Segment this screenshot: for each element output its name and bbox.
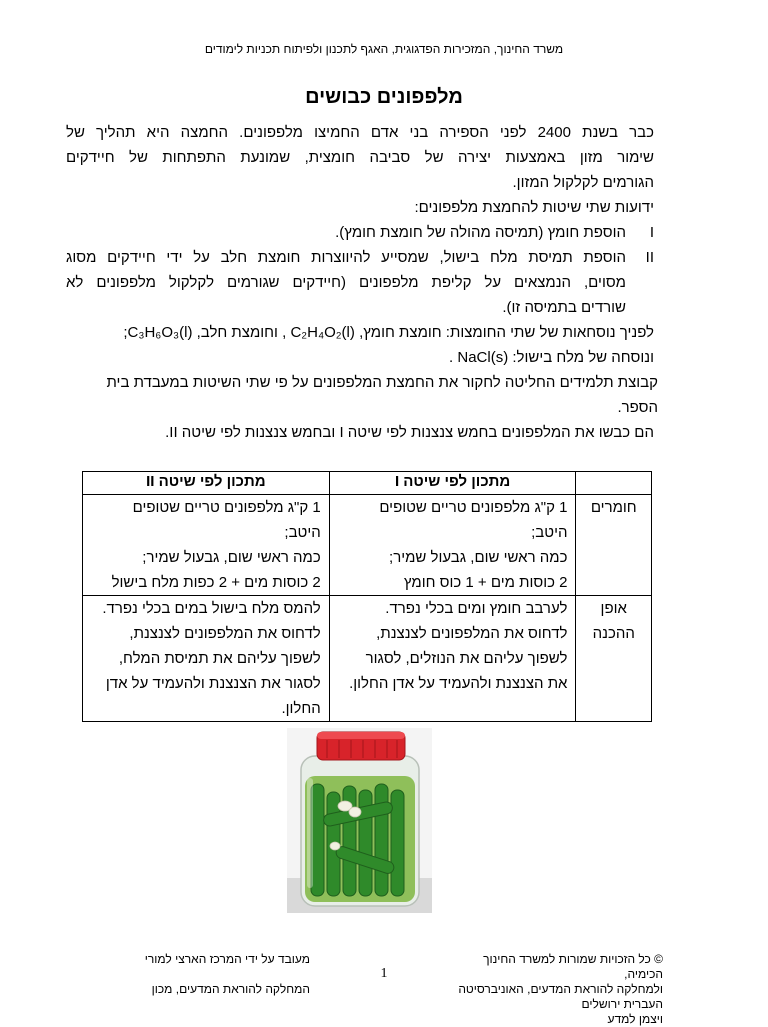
cell-line: לערבב חומץ ומים בכלי נפרד. xyxy=(385,600,568,617)
method-2-line-3: שורדים בתמיסה זו). xyxy=(502,299,626,316)
preparation-method-2 xyxy=(83,596,330,722)
page-header: משרד החינוך, המזכירות הפדגוגית, האגף לתכנון ולפיתוח תכניות לימודים xyxy=(204,42,564,56)
lactic-acid-formula: C₃H₆O₃(l) xyxy=(127,324,193,341)
intro-line-3: הגורמים לקלקול המזון. xyxy=(512,174,654,191)
method-2-line-1: הוספת תמיסת מלח בישול, שמסייע להיווצרות חומצת חלב על ידי חיידקים מסוג xyxy=(66,249,626,266)
cell-line: 2 כוסות מים + 2 כפות מלח בישול xyxy=(111,574,321,591)
table-header-method-1: מתכון לפי שיטה I xyxy=(329,472,576,495)
experiment-block xyxy=(46,370,658,420)
cell-line: החלון. xyxy=(281,700,321,717)
method-2-number: II xyxy=(645,249,654,266)
pickle-jar-image xyxy=(287,728,432,913)
page-title: מלפפונים כבושים xyxy=(305,86,463,108)
cell-line: להמס מלח בישול במים בכלי נפרד. xyxy=(102,600,321,617)
intro-line-1: כבר בשנת 2400 לפני הספירה בני אדם החמיצו מלפפונים. החמצה היא תהליך של xyxy=(66,124,654,141)
cell-line: לסגור את הצנצנת ולהעמיד על אדן xyxy=(105,675,321,692)
salt-formula: NaCl(s) xyxy=(457,349,509,366)
method-2-body xyxy=(66,245,626,320)
materials-method-2 xyxy=(83,495,330,596)
footer-copyright xyxy=(433,952,663,1027)
page-number: 1 xyxy=(380,966,388,981)
cell-line: לדחוס את המלפפונים לצנצנת, xyxy=(129,625,321,642)
method-1 xyxy=(66,220,654,245)
cell-line: לשפוך עליהם את הנוזלים, לסגור xyxy=(365,650,568,667)
table-header-row xyxy=(83,472,652,495)
footer-right-line-1: © כל הזכויות שמורות למשרד החינוך xyxy=(483,952,663,966)
footer-right-line-3: ולמחלקה להוראת המדעים, האוניברסיטה העברית ירושלים xyxy=(458,982,663,1011)
experiment-line-3: הם כבשו את המלפפונים בחמש צנצנות לפי שיטה I ובחמש צנצנות לפי שיטה II. xyxy=(165,424,654,441)
experiment-line-2: הספר. xyxy=(617,399,658,416)
formulas-line: לפניך נוסחאות של שתי החומצות: חומצת חומץ, C₂H₄O₂(l) , וחומצת חלב, C₃H₆O₃(l); xyxy=(123,324,654,341)
table-row xyxy=(83,495,652,596)
salt-lead: ונוסחה של מלח בישול: xyxy=(512,349,654,366)
table-header-method-2: מתכון לפי שיטה II xyxy=(83,472,330,495)
formulas-lead: לפניך נוסחאות של שתי החומצות: חומצת חומץ, xyxy=(359,324,654,341)
method-2-line-2: מסוים, הנמצאים על קליפת מלפפונים (חיידקים שגורמים לקלקול מלפפונים לא xyxy=(66,274,626,291)
preparation-method-1 xyxy=(329,596,576,722)
salt-line: ונוסחה של מלח בישול: NaCl(s) . xyxy=(449,349,654,366)
experiment-line-1: קבוצת תלמידים החליטה לחקור את החמצת המלפפונים על פי שתי השיטות במעבדת בית xyxy=(106,374,658,391)
row-label-materials: חומרים xyxy=(576,495,652,596)
cell-line: כמה ראשי שום, גבעול שמיר; xyxy=(142,549,321,566)
method-2 xyxy=(66,245,654,320)
table-row xyxy=(83,596,652,722)
row-label-preparation: אופן ההכנה xyxy=(576,596,652,722)
materials-method-1 xyxy=(329,495,576,596)
method-1-number: I xyxy=(649,224,654,241)
footer-right-line-4: ויצמן למדע xyxy=(607,1012,663,1026)
cell-line: 1 ק"ג מלפפונים טריים שטופים xyxy=(132,499,321,516)
cell-line: כמה ראשי שום, גבעול שמיר; xyxy=(389,549,568,566)
footer-left-line-2: המחלקה להוראת המדעים, מכון xyxy=(151,982,310,996)
cell-line: לשפוך עליהם את תמיסת המלח, xyxy=(118,650,321,667)
cell-line: לדחוס את המלפפונים לצנצנת, xyxy=(376,625,568,642)
method-1-text: הוספת חומץ (תמיסה מהולה של חומצת חומץ). xyxy=(335,224,626,241)
recipe-table xyxy=(82,471,652,722)
cell-line: 1 ק"ג מלפפונים טריים שטופים xyxy=(379,499,568,516)
cell-line: היטב; xyxy=(284,524,321,541)
cell-line: את הצנצנת ולהעמיד על אדן החלון. xyxy=(349,675,568,692)
footer-left-line-1: מעובד על ידי המרכז הארצי למורי xyxy=(144,952,310,966)
intro-line-2: שימור מזון באמצעות יצירה של סביבה חומצית, שמונעת התפתחות של חיידקים xyxy=(66,149,654,166)
footer-right-line-2: הכימיה, xyxy=(624,967,663,981)
acetic-acid-formula: C₂H₄O₂(l) xyxy=(290,324,355,341)
methods-intro: ידועות שתי שיטות להחמצת מלפפונים: xyxy=(414,199,654,216)
body-text xyxy=(66,120,658,445)
cell-line: היטב; xyxy=(531,524,568,541)
cell-line: 2 כוסות מים + 1 כוס חומץ xyxy=(403,574,568,591)
table-header-empty xyxy=(576,472,652,495)
lactic-lead: , וחומצת חלב, xyxy=(196,324,287,341)
